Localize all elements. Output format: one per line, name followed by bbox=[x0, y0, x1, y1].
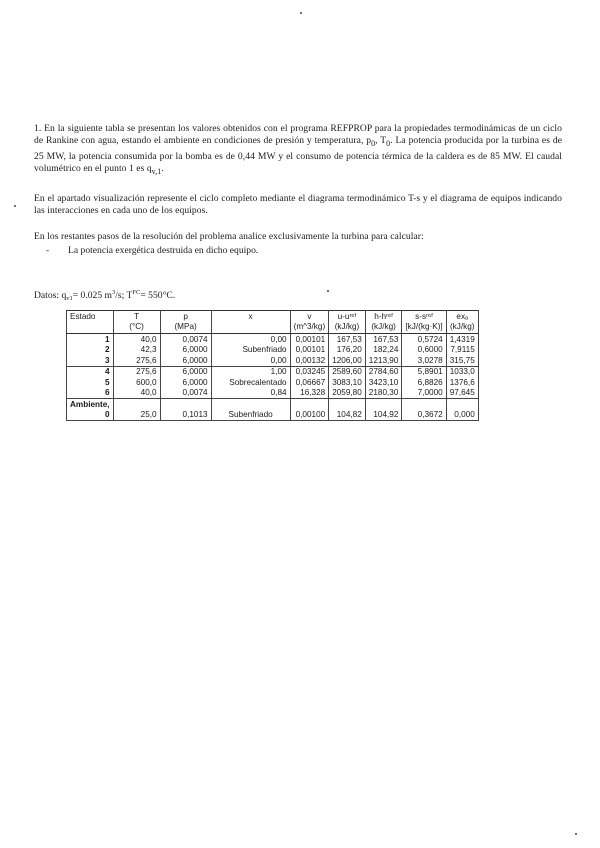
scan-speck bbox=[575, 833, 577, 835]
table-row: 1 40,0 0,0074 0,00 0,00101 167,53 167,53 0,5724 1,4319 bbox=[67, 334, 479, 345]
scan-speck bbox=[327, 290, 329, 292]
col-header-pressure: p (MPa) bbox=[160, 311, 211, 334]
scan-speck bbox=[300, 12, 302, 14]
problem-statement: 1. En la siguiente tabla se presentan los valores obtenidos con el programa REFPROP para la propiedades termodinámicas de un ciclo de Rankine con agua, estando el ambiente en condiciones de presión y temperatura, $p_0$, $T_0$. La potencia producida por la turbina es de 25 MW, la potencia consumida por la bomba es de 0,44 MW y el consumo de potencia térmica de la caldera es de 85 MW. El caudal volumétrico en el punto 1 es $q_{v,1}$. bbox=[34, 123, 562, 177]
table-row: 3 275,6 6,0000 0,00 0,00132 1206,00 1213,90 3,0278 315,75 bbox=[67, 355, 479, 366]
bullet-item: - La potencia exergética destruida en dicho equipo. bbox=[46, 245, 259, 256]
table-row: 5 600,0 6,0000 Sobrecalentado 0,06667 3083,10 3423,10 6,8826 1376,6 bbox=[67, 377, 479, 388]
table-row-ambient-label: Ambiente, bbox=[67, 399, 479, 410]
table-row: 6 40,0 0,0074 0,84 16,328 2059,80 2180,30 7,0000 97,645 bbox=[67, 388, 479, 399]
col-header-estado: Estado bbox=[67, 311, 114, 334]
scan-speck bbox=[14, 205, 16, 207]
col-header-exergy: exₐ (kJ/kg) bbox=[446, 311, 478, 334]
properties-table bbox=[66, 310, 479, 421]
col-header-enthalpy: h-hʳᵉᶠ (kJ/kg) bbox=[365, 311, 402, 334]
table-header-row bbox=[67, 311, 479, 334]
given-data: Datos: $q_{v1}= 0.025$ $m^3/s$; $T^{FC}= 550^\circ C$. bbox=[34, 289, 176, 302]
table-row: 4 275,6 6,0000 1,00 0,03245 2589,60 2784,60 5,8901 1033,0 bbox=[67, 366, 479, 377]
col-header-quality: x bbox=[211, 311, 290, 334]
col-header-specific-volume: v (m^3/kg) bbox=[290, 311, 329, 334]
table-row: 2 42,3 6,0000 Subenfriado 0,00101 176,20 182,24 0,6000 7,9115 bbox=[67, 345, 479, 356]
col-header-temperature: T (°C) bbox=[113, 311, 160, 334]
table-row-ambient: 0 25,0 0,1013 Subenfriado 0,00100 104,82 104,92 0,3672 0,000 bbox=[67, 410, 479, 421]
remaining-steps-instructions: En los restantes pasos de la resolución del problema analice exclusivamente la turbina para calcular: bbox=[34, 231, 424, 242]
col-header-internal-energy: u-uʳᵉᶠ (kJ/kg) bbox=[329, 311, 366, 334]
col-header-entropy: s-sʳᵉᶠ [kJ/(kg·K)] bbox=[402, 311, 446, 334]
visualization-instructions: En el apartado visualización represente el ciclo completo mediante el diagrama termodinámico T-s y el diagrama de equipos indicando las interacciones en cada uno de los equipos. bbox=[34, 193, 562, 217]
